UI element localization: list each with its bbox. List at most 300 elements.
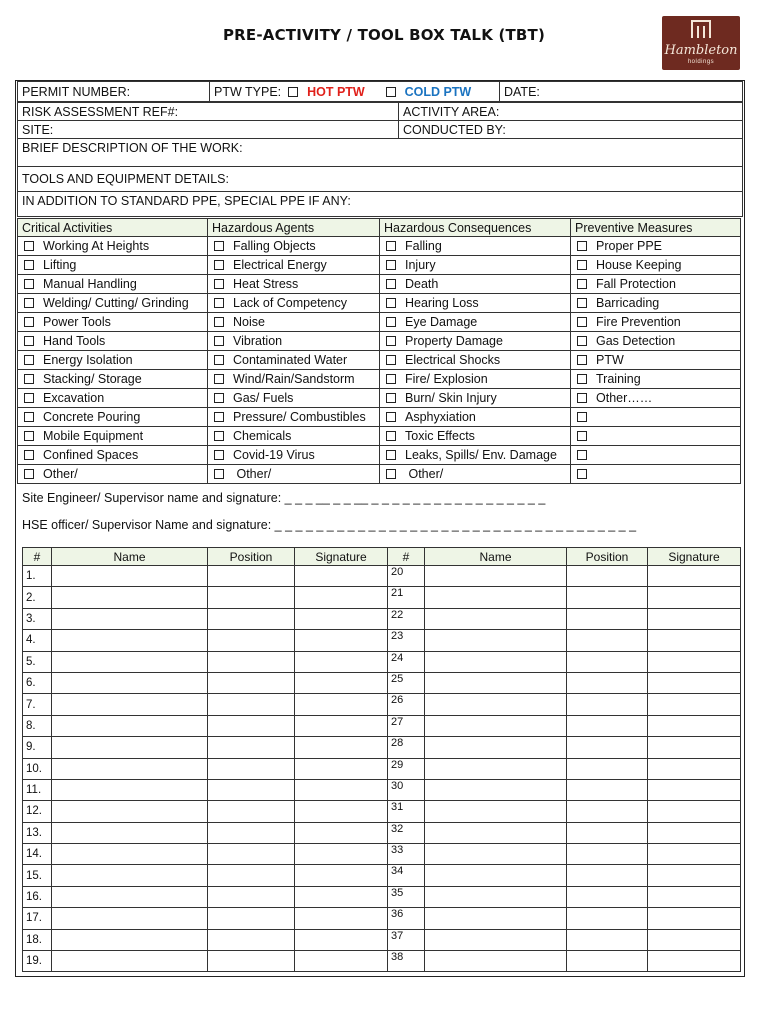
position-cell-2[interactable] — [567, 608, 648, 629]
name-cell[interactable] — [52, 651, 208, 672]
preventive-measure-cell — [571, 275, 741, 294]
checkbox[interactable] — [214, 336, 224, 346]
checkbox[interactable] — [386, 412, 396, 422]
roster-number: 1. — [23, 566, 52, 587]
signature-cell[interactable] — [295, 715, 388, 736]
hazardous-consequence-cell — [380, 275, 571, 294]
hazardous-consequence-label: Falling — [405, 239, 442, 253]
hazardous-agent-cell — [208, 370, 380, 389]
checkbox[interactable] — [214, 431, 224, 441]
hazardous-consequence-label: Other/ — [405, 467, 444, 481]
preventive-measure-cell — [571, 332, 741, 351]
hazardous-consequence-cell — [380, 256, 571, 275]
roster-number-2: 23 — [388, 630, 425, 651]
critical-activity-label: Manual Handling — [43, 277, 137, 291]
roster-number: 17. — [23, 908, 52, 929]
logo-name: Hambleton — [664, 43, 738, 58]
position-cell-2[interactable] — [567, 587, 648, 608]
checkbox[interactable] — [386, 317, 396, 327]
hazardous-agent-cell — [208, 351, 380, 370]
critical-activity-label: Concrete Pouring — [43, 410, 141, 424]
roster-col-position: Position — [208, 548, 295, 566]
checkbox[interactable] — [24, 279, 34, 289]
signature-cell-2[interactable] — [648, 886, 741, 907]
checkbox[interactable] — [386, 374, 396, 384]
checkbox[interactable] — [577, 431, 587, 441]
critical-activity-label: Welding/ Cutting/ Grinding — [43, 296, 189, 310]
checkbox[interactable] — [214, 412, 224, 422]
permit-number-field[interactable]: PERMIT NUMBER: — [18, 82, 210, 102]
critical-activity-cell — [18, 237, 208, 256]
position-cell[interactable] — [208, 758, 295, 779]
checklist-row — [18, 389, 741, 408]
hazardous-agent-cell — [208, 465, 380, 484]
position-cell-2[interactable] — [567, 908, 648, 929]
name-cell-2[interactable] — [425, 865, 567, 886]
signature-cell[interactable] — [295, 822, 388, 843]
position-cell[interactable] — [208, 737, 295, 758]
preventive-measure-cell — [571, 389, 741, 408]
name-cell-2[interactable] — [425, 672, 567, 693]
checkbox[interactable] — [24, 431, 34, 441]
signature-cell-2[interactable] — [648, 715, 741, 736]
name-cell-2[interactable] — [425, 801, 567, 822]
signature-cell[interactable] — [295, 865, 388, 886]
name-cell[interactable] — [52, 865, 208, 886]
position-cell[interactable] — [208, 951, 295, 972]
roster-number: 12. — [23, 801, 52, 822]
checkbox[interactable] — [386, 241, 396, 251]
position-cell[interactable] — [208, 715, 295, 736]
checkbox[interactable] — [577, 241, 587, 251]
roster-number: 4. — [23, 630, 52, 651]
checkbox[interactable] — [386, 393, 396, 403]
position-cell[interactable] — [208, 608, 295, 629]
hazardous-consequence-label: Burn/ Skin Injury — [405, 391, 497, 405]
signature-cell[interactable] — [295, 694, 388, 715]
name-cell[interactable] — [52, 715, 208, 736]
signature-cell-2[interactable] — [648, 929, 741, 950]
checkbox[interactable] — [577, 374, 587, 384]
position-cell[interactable] — [208, 672, 295, 693]
critical-activity-label: Other/ — [43, 467, 78, 481]
name-cell[interactable] — [52, 822, 208, 843]
hazardous-consequence-cell — [380, 427, 571, 446]
position-cell[interactable] — [208, 694, 295, 715]
roster-row — [23, 844, 741, 865]
preventive-measure-label: Fall Protection — [596, 277, 676, 291]
signature-cell-2[interactable] — [648, 566, 741, 587]
roster-number: 16. — [23, 886, 52, 907]
position-cell-2[interactable] — [567, 715, 648, 736]
position-cell-2[interactable] — [567, 672, 648, 693]
checkbox[interactable] — [214, 241, 224, 251]
checkbox[interactable] — [214, 450, 224, 460]
critical-activity-cell — [18, 351, 208, 370]
preventive-measure-cell — [571, 294, 741, 313]
checkbox[interactable] — [214, 374, 224, 384]
hazardous-consequence-label: Eye Damage — [405, 315, 478, 329]
checkbox[interactable] — [386, 355, 396, 365]
signature-cell[interactable] — [295, 587, 388, 608]
checklist-row — [18, 313, 741, 332]
position-cell-2[interactable] — [567, 737, 648, 758]
position-cell-2[interactable] — [567, 951, 648, 972]
name-cell-2[interactable] — [425, 951, 567, 972]
roster-number: 6. — [23, 672, 52, 693]
checkbox[interactable] — [577, 317, 587, 327]
checkbox[interactable] — [24, 374, 34, 384]
roster-row — [23, 758, 741, 779]
hazardous-agent-label: Other/ — [233, 467, 272, 481]
signature-cell[interactable] — [295, 758, 388, 779]
roster-number-2: 29 — [388, 758, 425, 779]
checkbox[interactable] — [24, 241, 34, 251]
position-cell[interactable] — [208, 822, 295, 843]
checkbox[interactable] — [577, 450, 587, 460]
roster-number: 19. — [23, 951, 52, 972]
hazardous-agent-cell — [208, 256, 380, 275]
name-cell[interactable] — [52, 566, 208, 587]
hazardous-agent-cell — [208, 275, 380, 294]
position-cell[interactable] — [208, 566, 295, 587]
checkbox[interactable] — [214, 393, 224, 403]
preventive-measure-cell — [571, 408, 741, 427]
signature-cell[interactable] — [295, 801, 388, 822]
hazardous-consequence-label: Electrical Shocks — [405, 353, 501, 367]
checkbox[interactable] — [24, 317, 34, 327]
hazardous-agent-label: Covid-19 Virus — [233, 448, 315, 462]
hazardous-agent-cell — [208, 294, 380, 313]
signature-cell[interactable] — [295, 608, 388, 629]
signature-cell-2[interactable] — [648, 951, 741, 972]
checkbox[interactable] — [386, 469, 396, 479]
signature-cell-2[interactable] — [648, 694, 741, 715]
checkbox[interactable] — [214, 298, 224, 308]
checkbox[interactable] — [577, 469, 587, 479]
column-hazardous-agents: Hazardous Agents — [208, 219, 380, 237]
name-cell[interactable] — [52, 758, 208, 779]
signature-cell-2[interactable] — [648, 801, 741, 822]
hazardous-agent-label: Lack of Competency — [233, 296, 347, 310]
conducted-by-field[interactable]: CONDUCTED BY: — [399, 121, 743, 139]
checkbox[interactable] — [214, 260, 224, 270]
roster-col-signature-2: Signature — [648, 548, 741, 566]
checkbox[interactable] — [24, 469, 34, 479]
roster-number-2: 38 — [388, 951, 425, 972]
hazardous-agent-label: Gas/ Fuels — [233, 391, 294, 405]
hazardous-agent-label: Chemicals — [233, 429, 292, 443]
roster-number: 5. — [23, 651, 52, 672]
position-cell[interactable] — [208, 587, 295, 608]
position-cell-2[interactable] — [567, 651, 648, 672]
position-cell[interactable] — [208, 908, 295, 929]
name-cell-2[interactable] — [425, 822, 567, 843]
name-cell-2[interactable] — [425, 630, 567, 651]
position-cell[interactable] — [208, 630, 295, 651]
name-cell[interactable] — [52, 672, 208, 693]
name-cell-2[interactable] — [425, 844, 567, 865]
checkbox[interactable] — [214, 279, 224, 289]
risk-site-table — [17, 102, 743, 139]
checkbox[interactable] — [577, 260, 587, 270]
roster-number: 15. — [23, 865, 52, 886]
signature-cell[interactable] — [295, 908, 388, 929]
checkbox[interactable] — [386, 260, 396, 270]
roster-number-2: 20 — [388, 566, 425, 587]
checklist-row — [18, 351, 741, 370]
site-engineer-signature-line[interactable]: Site Engineer/ Supervisor name and signature: _ _ _ __ _ _ __ _ _ _ _ _ _ _ _ _ _ _ _ _ _ _ _ _ — [22, 491, 546, 505]
signature-cell-2[interactable] — [648, 651, 741, 672]
checkbox[interactable] — [24, 412, 34, 422]
position-cell-2[interactable] — [567, 844, 648, 865]
position-cell[interactable] — [208, 886, 295, 907]
signature-cell-2[interactable] — [648, 587, 741, 608]
signature-cell-2[interactable] — [648, 822, 741, 843]
ptw-type-field — [210, 82, 500, 102]
position-cell-2[interactable] — [567, 758, 648, 779]
position-cell-2[interactable] — [567, 779, 648, 800]
position-cell-2[interactable] — [567, 886, 648, 907]
checkbox[interactable] — [577, 279, 587, 289]
checkbox[interactable] — [24, 393, 34, 403]
name-cell-2[interactable] — [425, 566, 567, 587]
company-logo — [662, 16, 740, 70]
hse-officer-signature-line[interactable]: HSE officer/ Supervisor Name and signature: _ _ _ _ _ _ _ _ _ _ _ _ _ _ _ _ _ _ _ _ _ _ _ _ _ _ _ _ _ _ _ _ _ _ _ — [22, 518, 637, 532]
checkbox[interactable] — [577, 393, 587, 403]
checkbox[interactable] — [24, 450, 34, 460]
roster-col-signature: Signature — [295, 548, 388, 566]
checkbox[interactable] — [386, 298, 396, 308]
checkbox[interactable] — [577, 298, 587, 308]
hot-ptw-checkbox[interactable] — [288, 87, 298, 97]
critical-activity-label: Hand Tools — [43, 334, 106, 348]
name-cell-2[interactable] — [425, 715, 567, 736]
name-cell[interactable] — [52, 630, 208, 651]
critical-activity-label: Stacking/ Storage — [43, 372, 142, 386]
brief-description-field[interactable]: BRIEF DESCRIPTION OF THE WORK: — [18, 139, 743, 167]
checkbox[interactable] — [24, 355, 34, 365]
name-cell[interactable] — [52, 608, 208, 629]
preventive-measure-cell — [571, 351, 741, 370]
name-cell-2[interactable] — [425, 886, 567, 907]
checkbox[interactable] — [214, 469, 224, 479]
special-ppe-field[interactable]: IN ADDITION TO STANDARD PPE, SPECIAL PPE IF ANY: — [18, 192, 743, 217]
name-cell[interactable] — [52, 779, 208, 800]
signature-cell-2[interactable] — [648, 758, 741, 779]
checkbox[interactable] — [214, 355, 224, 365]
signature-cell-2[interactable] — [648, 844, 741, 865]
signature-cell-2[interactable] — [648, 630, 741, 651]
date-field[interactable]: DATE: — [500, 82, 743, 102]
hazardous-agent-cell — [208, 389, 380, 408]
critical-activity-label: Confined Spaces — [43, 448, 139, 462]
signature-cell-2[interactable] — [648, 672, 741, 693]
position-cell[interactable] — [208, 844, 295, 865]
critical-activity-cell — [18, 465, 208, 484]
checkbox[interactable] — [577, 355, 587, 365]
hazardous-agent-label: Electrical Energy — [233, 258, 327, 272]
cold-ptw-checkbox[interactable] — [386, 87, 396, 97]
position-cell-2[interactable] — [567, 566, 648, 587]
roster-col-number: # — [23, 548, 52, 566]
roster-number: 14. — [23, 844, 52, 865]
checkbox[interactable] — [24, 298, 34, 308]
roster-number: 18. — [23, 929, 52, 950]
position-cell-2[interactable] — [567, 694, 648, 715]
name-cell-2[interactable] — [425, 929, 567, 950]
position-cell[interactable] — [208, 779, 295, 800]
roster-row — [23, 908, 741, 929]
name-cell[interactable] — [52, 587, 208, 608]
signature-cell[interactable] — [295, 737, 388, 758]
checklist-row — [18, 237, 741, 256]
column-preventive-measures: Preventive Measures — [571, 219, 741, 237]
column-hazardous-consequences: Hazardous Consequences — [380, 219, 571, 237]
roster-number-2: 37 — [388, 929, 425, 950]
hazardous-consequence-label: Hearing Loss — [405, 296, 479, 310]
column-critical-activities: Critical Activities — [18, 219, 208, 237]
roster-number-2: 32 — [388, 822, 425, 843]
hazardous-consequence-label: Toxic Effects — [405, 429, 475, 443]
preventive-measure-cell — [571, 370, 741, 389]
checkbox[interactable] — [386, 279, 396, 289]
roster-number-2: 34 — [388, 865, 425, 886]
checklist-row — [18, 332, 741, 351]
name-cell-2[interactable] — [425, 908, 567, 929]
name-cell[interactable] — [52, 844, 208, 865]
position-cell[interactable] — [208, 929, 295, 950]
preventive-measure-cell — [571, 465, 741, 484]
position-cell-2[interactable] — [567, 801, 648, 822]
critical-activity-label: Excavation — [43, 391, 105, 405]
signature-cell-2[interactable] — [648, 908, 741, 929]
hazardous-agent-label: Contaminated Water — [233, 353, 348, 367]
checkbox[interactable] — [386, 450, 396, 460]
checkbox[interactable] — [577, 412, 587, 422]
roster-number: 7. — [23, 694, 52, 715]
hazardous-consequence-cell — [380, 389, 571, 408]
roster-number-2: 24 — [388, 651, 425, 672]
hazardous-consequence-cell — [380, 408, 571, 427]
name-cell[interactable] — [52, 886, 208, 907]
roster-row — [23, 801, 741, 822]
name-cell-2[interactable] — [425, 758, 567, 779]
hazard-checklist — [17, 218, 741, 484]
roster-number-2: 28 — [388, 737, 425, 758]
position-cell[interactable] — [208, 651, 295, 672]
site-field[interactable]: SITE: — [18, 121, 399, 139]
name-cell[interactable] — [52, 929, 208, 950]
roster-row — [23, 822, 741, 843]
name-cell[interactable] — [52, 801, 208, 822]
name-cell-2[interactable] — [425, 587, 567, 608]
signature-cell[interactable] — [295, 844, 388, 865]
critical-activity-cell — [18, 427, 208, 446]
roster-number-2: 35 — [388, 886, 425, 907]
signature-cell[interactable] — [295, 951, 388, 972]
hazardous-consequence-cell — [380, 351, 571, 370]
signature-cell[interactable] — [295, 886, 388, 907]
tools-equipment-field[interactable]: TOOLS AND EQUIPMENT DETAILS: — [18, 167, 743, 192]
name-cell-2[interactable] — [425, 737, 567, 758]
preventive-measure-cell — [571, 427, 741, 446]
description-table — [17, 138, 743, 217]
position-cell-2[interactable] — [567, 929, 648, 950]
signature-cell[interactable] — [295, 651, 388, 672]
position-cell-2[interactable] — [567, 822, 648, 843]
hazardous-consequence-cell — [380, 237, 571, 256]
critical-activity-label: Mobile Equipment — [43, 429, 144, 443]
roster-number-2: 30 — [388, 779, 425, 800]
checkbox[interactable] — [214, 317, 224, 327]
roster-number: 10. — [23, 758, 52, 779]
checklist-row — [18, 370, 741, 389]
hazardous-consequence-label: Fire/ Explosion — [405, 372, 488, 386]
position-cell[interactable] — [208, 865, 295, 886]
preventive-measure-cell — [571, 256, 741, 275]
hazardous-consequence-label: Injury — [405, 258, 436, 272]
roster-row — [23, 779, 741, 800]
position-cell-2[interactable] — [567, 865, 648, 886]
checkbox[interactable] — [386, 336, 396, 346]
signature-cell-2[interactable] — [648, 608, 741, 629]
critical-activity-label: Lifting — [43, 258, 77, 272]
name-cell[interactable] — [52, 694, 208, 715]
position-cell[interactable] — [208, 801, 295, 822]
roster-number: 13. — [23, 822, 52, 843]
signature-cell[interactable] — [295, 929, 388, 950]
signature-cell[interactable] — [295, 779, 388, 800]
checklist-row — [18, 446, 741, 465]
roster-row — [23, 651, 741, 672]
signature-cell-2[interactable] — [648, 737, 741, 758]
signature-cell[interactable] — [295, 566, 388, 587]
checklist-row — [18, 465, 741, 484]
name-cell-2[interactable] — [425, 651, 567, 672]
critical-activity-label: Working At Heights — [43, 239, 150, 253]
hazardous-consequence-cell — [380, 370, 571, 389]
roster-number-2: 36 — [388, 908, 425, 929]
hazardous-consequence-cell — [380, 465, 571, 484]
signature-cell-2[interactable] — [648, 779, 741, 800]
position-cell-2[interactable] — [567, 630, 648, 651]
name-cell[interactable] — [52, 951, 208, 972]
name-cell-2[interactable] — [425, 608, 567, 629]
preventive-measure-label: Other…… — [596, 391, 653, 405]
checklist-row — [18, 427, 741, 446]
checkbox[interactable] — [24, 336, 34, 346]
hazardous-consequence-cell — [380, 332, 571, 351]
checkbox[interactable] — [24, 260, 34, 270]
hazardous-agent-cell — [208, 313, 380, 332]
name-cell-2[interactable] — [425, 779, 567, 800]
checkbox[interactable] — [386, 431, 396, 441]
activity-area-field[interactable]: ACTIVITY AREA: — [399, 103, 743, 121]
critical-activity-label: Power Tools — [43, 315, 111, 329]
checkbox[interactable] — [577, 336, 587, 346]
name-cell[interactable] — [52, 908, 208, 929]
hazardous-agent-cell — [208, 332, 380, 351]
signature-cell-2[interactable] — [648, 865, 741, 886]
signature-cell[interactable] — [295, 672, 388, 693]
risk-assessment-ref-field[interactable]: RISK ASSESSMENT REF#: — [18, 103, 399, 121]
name-cell-2[interactable] — [425, 694, 567, 715]
roster-row — [23, 587, 741, 608]
ptw-type-label: PTW TYPE: — [214, 84, 282, 99]
name-cell[interactable] — [52, 737, 208, 758]
signature-cell[interactable] — [295, 630, 388, 651]
